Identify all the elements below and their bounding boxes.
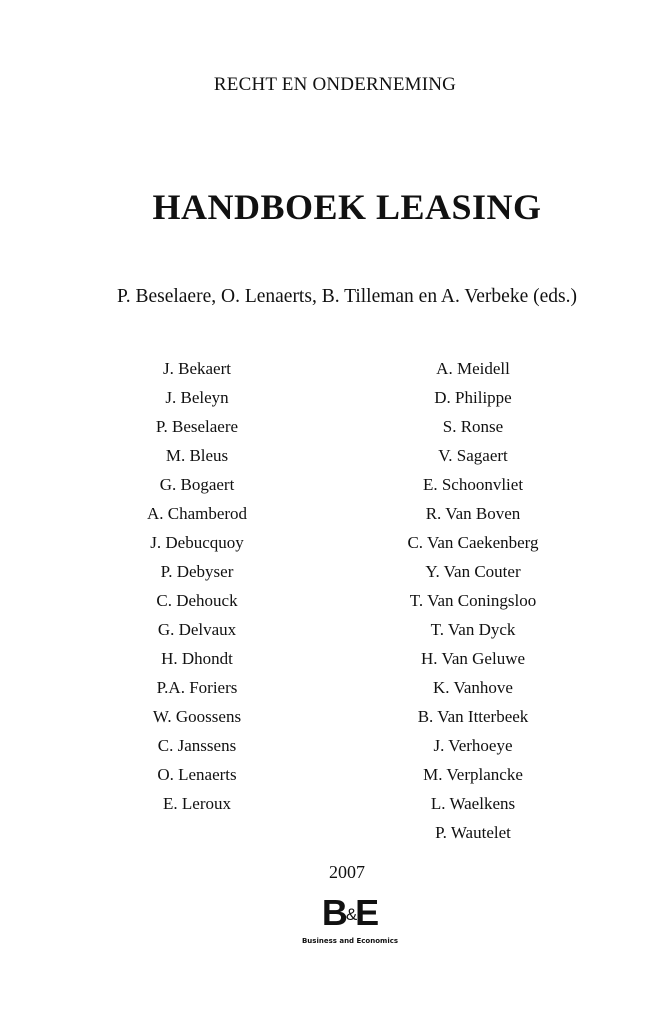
author-name: W. Goossens: [152, 707, 242, 726]
author-name: B. Van Itterbeek: [417, 707, 529, 726]
author-name: P. Beselaere: [155, 417, 239, 436]
author-name: E. Leroux: [163, 794, 231, 813]
author-name: M. Verplancke: [423, 765, 523, 784]
author-name: Y. Van Couter: [425, 562, 521, 581]
author-name: S. Ronse: [442, 417, 504, 436]
publisher-logo: [296, 894, 404, 946]
author-name: R. Van Boven: [425, 504, 521, 523]
series-title: RECHT EN ONDERNEMING: [213, 74, 457, 95]
author-name: H. Dhondt: [161, 649, 233, 668]
author-name: C. Janssens: [157, 736, 237, 755]
publisher-logo-mark: [296, 894, 404, 934]
authors-column-left: [77, 358, 317, 822]
authors-column-right: [353, 358, 593, 851]
author-name: P.A. Foriers: [156, 678, 238, 697]
author-name: T. Van Dyck: [430, 620, 516, 639]
author-name: E. Schoonvliet: [422, 475, 524, 494]
author-name: M. Bleus: [165, 446, 229, 465]
author-name: A. Meidell: [436, 359, 510, 378]
author-name: G. Bogaert: [159, 475, 235, 494]
author-name: G. Delvaux: [157, 620, 237, 639]
author-name: C. Van Caekenberg: [407, 533, 539, 552]
author-name: K. Vanhove: [433, 678, 513, 697]
author-name: J. Bekaert: [163, 359, 231, 378]
author-name: O. Lenaerts: [157, 765, 237, 784]
publication-year: 2007: [329, 862, 365, 882]
editors-line: P. Beselaere, O. Lenaerts, B. Tilleman en A. Verbeke (eds.): [117, 286, 577, 307]
author-name: A. Chamberod: [146, 504, 248, 523]
author-name: P. Wautelet: [435, 823, 511, 842]
author-name: J. Beleyn: [165, 388, 229, 407]
publisher-tagline: Business and Economics: [301, 937, 399, 946]
author-name: H. Van Geluwe: [420, 649, 526, 668]
author-name: J. Debucquoy: [150, 533, 244, 552]
author-name: D. Philippe: [434, 388, 512, 407]
author-name: C. Dehouck: [156, 591, 238, 610]
logo-ampersand: &: [345, 905, 357, 925]
author-name: T. Van Coningsloo: [409, 591, 537, 610]
logo-letter-e: E: [355, 892, 379, 933]
author-name: J. Verhoeye: [433, 736, 513, 755]
book-title: HANDBOEK LEASING: [152, 187, 542, 227]
logo-letter-b: B: [321, 892, 347, 933]
author-name: V. Sagaert: [438, 446, 508, 465]
author-name: P. Debyser: [160, 562, 234, 581]
author-name: L. Waelkens: [430, 794, 516, 813]
